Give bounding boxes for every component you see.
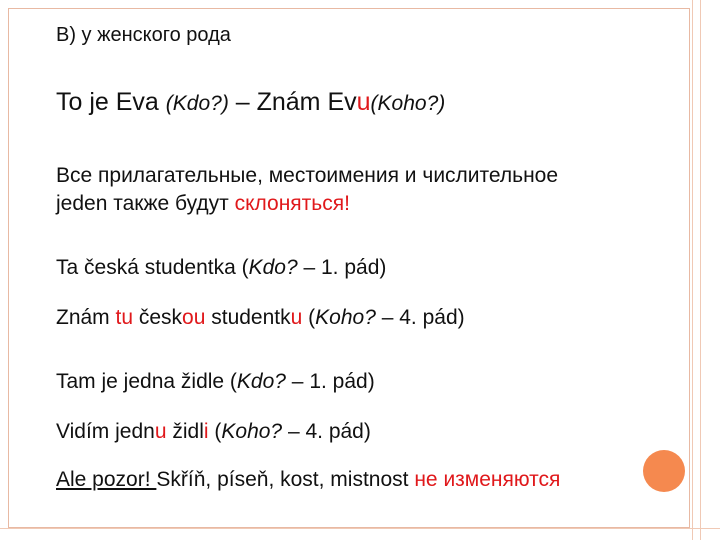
sentence-1 xyxy=(56,256,386,280)
sentence-text: židl xyxy=(166,420,204,443)
sentence-text: Vidím jedn xyxy=(56,420,155,443)
sentence-text: Ta česká studentka ( xyxy=(56,256,249,279)
warning-line xyxy=(56,468,560,492)
sentence-text: – 4. pád) xyxy=(375,306,465,329)
sentence-2 xyxy=(56,306,465,330)
case-ending: u xyxy=(154,420,167,443)
sentence-3 xyxy=(56,370,375,394)
case-ending: i xyxy=(203,420,209,443)
rule-text: jeden также будут xyxy=(56,192,235,215)
sentence-text: – 1. pád) xyxy=(285,370,375,393)
sentence-text: česk xyxy=(133,306,183,329)
sentence-text: Znám xyxy=(56,306,116,329)
question-koho: Koho? xyxy=(221,420,283,443)
decorative-dot xyxy=(643,450,685,492)
sentence-text: ( xyxy=(302,306,316,329)
heading: В) у женского рода xyxy=(56,24,231,46)
warning-label: Ale pozor! xyxy=(56,468,157,491)
frame-line xyxy=(700,0,701,540)
case-ending: u xyxy=(356,88,371,116)
question-koho: (Koho?) xyxy=(370,92,446,115)
warning-highlight: не изменяются xyxy=(414,468,561,491)
rule-line-1: Все прилагательные, местоимения и числительное xyxy=(56,164,559,187)
example-line xyxy=(56,88,445,117)
frame-line xyxy=(692,0,693,540)
sentence-text: ( xyxy=(208,420,222,443)
question-kdo: Kdo? xyxy=(236,370,286,393)
sentence-text: – 1. pád) xyxy=(297,256,387,279)
case-ending: ou xyxy=(182,306,206,329)
sentence-text: studentk xyxy=(205,306,291,329)
frame-line xyxy=(0,528,720,529)
question-kdo: (Kdo?) xyxy=(165,92,229,115)
case-ending: tu xyxy=(115,306,134,329)
example-text: – Znám Ev xyxy=(228,88,357,116)
sentence-text: Tam je jedna židle ( xyxy=(56,370,237,393)
sentence-4 xyxy=(56,420,371,444)
question-koho: Koho? xyxy=(315,306,376,329)
example-text: To je Eva xyxy=(56,88,166,116)
case-ending: u xyxy=(290,306,303,329)
question-kdo: Kdo? xyxy=(248,256,298,279)
warning-words: Skříň, píseň, kost, mistnost xyxy=(156,468,415,491)
rule-line-2 xyxy=(56,192,350,216)
sentence-text: – 4. pád) xyxy=(282,420,371,443)
rule-highlight: склоняться! xyxy=(234,192,350,215)
